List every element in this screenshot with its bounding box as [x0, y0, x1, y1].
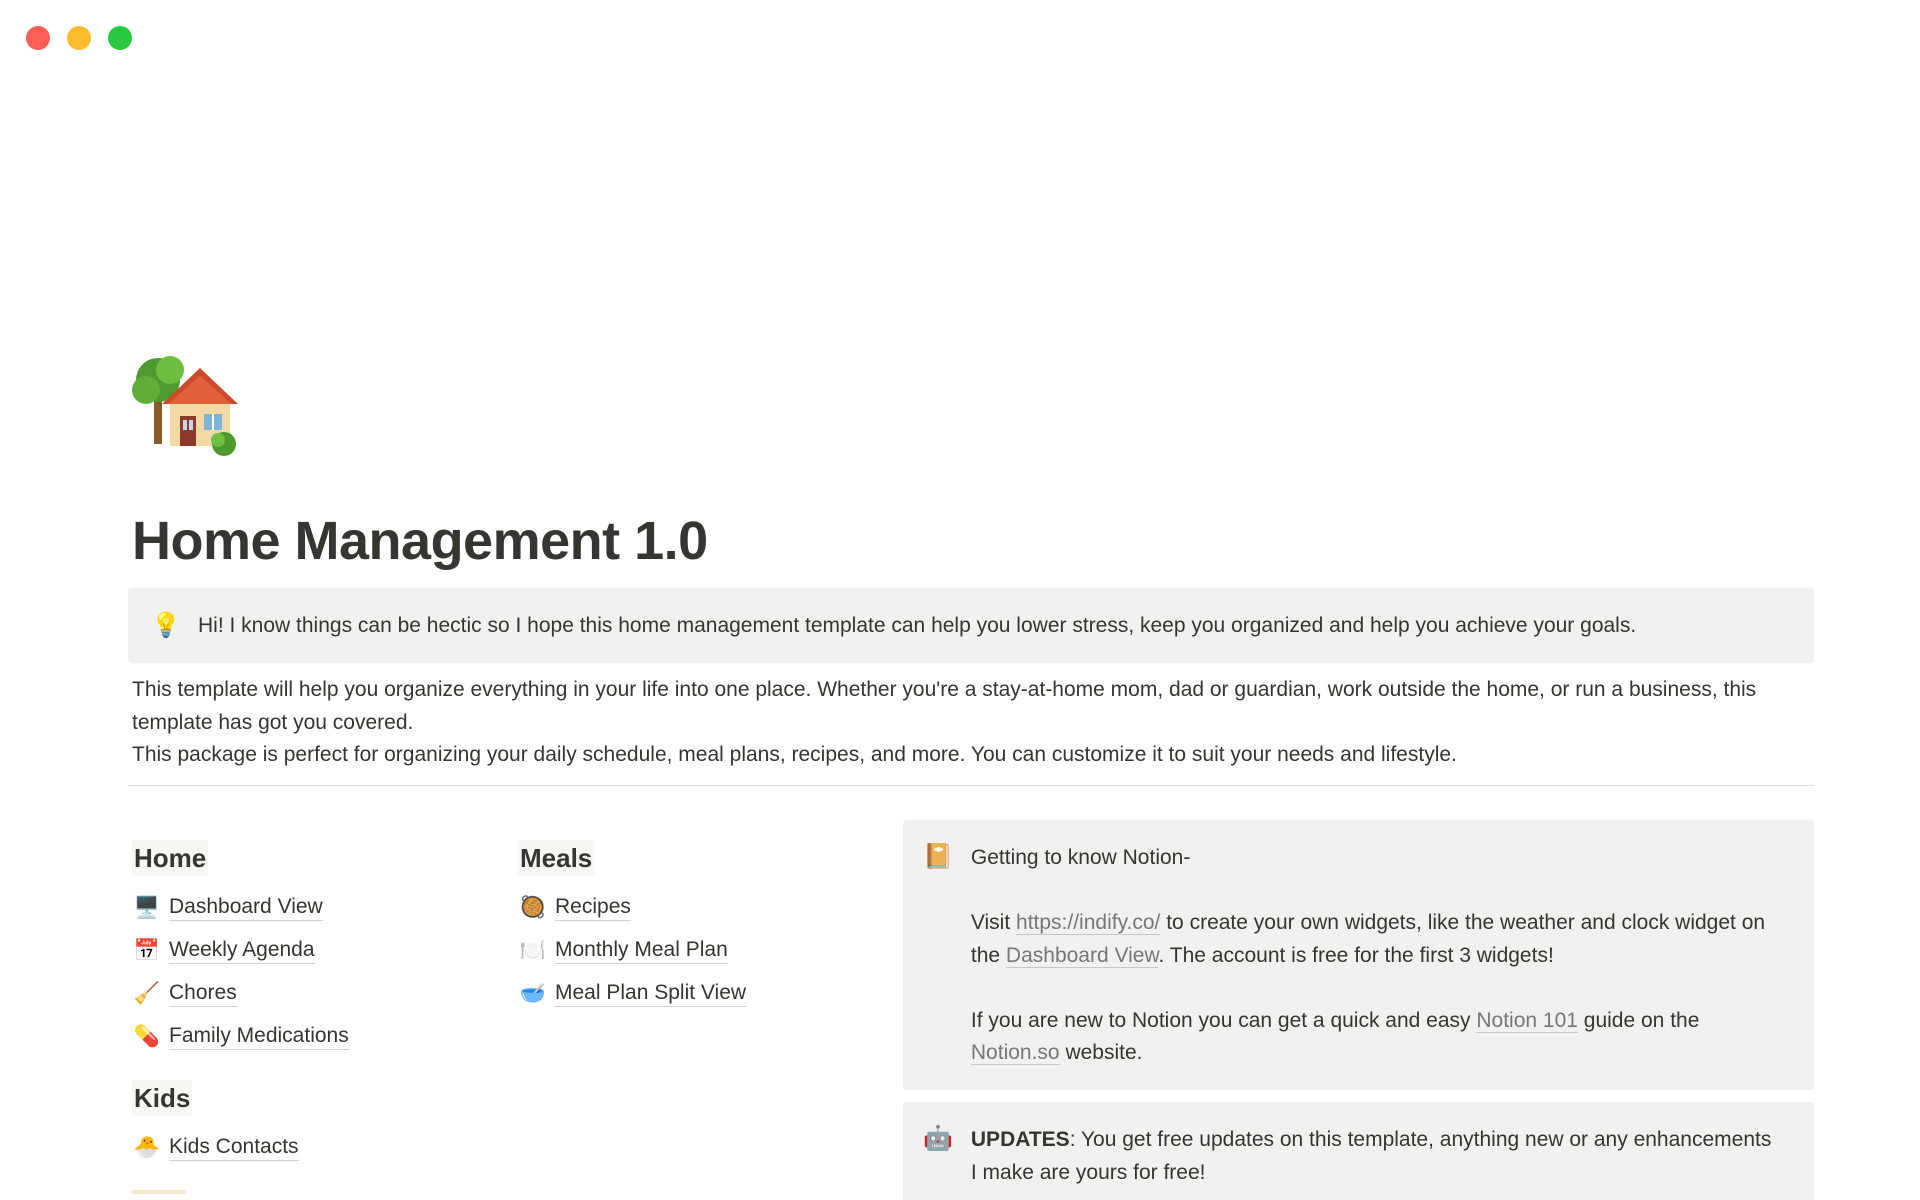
- notion-101-link[interactable]: Notion 101: [1476, 1008, 1578, 1032]
- page-link-meal-plan-split-view[interactable]: [518, 972, 878, 1015]
- page-link-weekly-agenda[interactable]: [132, 929, 512, 972]
- page-link-kids-contacts[interactable]: [132, 1126, 299, 1169]
- page-link-label: Recipes: [555, 894, 631, 921]
- text-run: Visit: [970, 911, 1017, 934]
- text-run: website.: [1059, 1041, 1143, 1064]
- notion-callout-content: [971, 842, 1778, 1090]
- meals-heading: Meals: [518, 840, 594, 876]
- meals-section: [518, 840, 878, 1015]
- page-link-chores[interactable]: [132, 972, 512, 1015]
- page-link-label: Chores: [169, 980, 237, 1007]
- text-run: If you are new to Notion you can get a quick and easy: [970, 1008, 1477, 1032]
- updates-label: UPDATES: [970, 1128, 1070, 1151]
- desktop-computer-icon: 🖥️: [133, 895, 161, 919]
- page-link-monthly-meal-plan[interactable]: [518, 929, 878, 972]
- text-run: to create your own widgets, like the weather and clock widget on the: [970, 911, 1766, 967]
- page-link-family-medications[interactable]: [132, 1015, 512, 1058]
- broom-icon: 🧹: [133, 981, 161, 1005]
- description: [132, 674, 1812, 772]
- description-line-2: This package is perfect for organizing your daily schedule, meal plans, recipes, and more. You can customize it to suit your needs and lifestyle.: [132, 743, 1457, 766]
- description-line-1: This template will help you organize everything in your life into one place. Whether you're a stay-at-home mom, dad or guardian, work outside the home, or run a business, this template has got you covered.: [132, 678, 1757, 734]
- next-heading-fragment: [132, 1190, 186, 1194]
- page-title: Home Management 1.0: [132, 511, 708, 571]
- intro-callout: [128, 588, 1814, 663]
- page-link-recipes[interactable]: [518, 886, 878, 929]
- intro-callout-text: Hi! I know things can be hectic so I hope this home management template can help you lower stress, keep you organized and help you achieve your goals.: [198, 613, 1637, 637]
- updates-callout: [903, 1102, 1814, 1200]
- kids-section: [132, 1080, 299, 1169]
- indify-link[interactable]: https://indify.co/: [1016, 911, 1161, 934]
- updates-callout-content: [971, 1124, 1778, 1200]
- hatching-chick-icon: 🐣: [133, 1135, 161, 1159]
- notion-callout: [903, 820, 1814, 1090]
- text-run: guide on the: [1577, 1008, 1700, 1032]
- notion-callout-heading: Getting to know Notion-: [970, 846, 1191, 869]
- page-link-label: Family Medications: [169, 1023, 349, 1050]
- pill-icon: 💊: [133, 1024, 161, 1048]
- page-link-label: Dashboard View: [169, 894, 323, 921]
- page-link-label: Weekly Agenda: [169, 937, 315, 964]
- minimize-window-button[interactable]: [67, 26, 91, 50]
- page-link-label: Meal Plan Split View: [555, 980, 746, 1007]
- notebook-icon: 📔: [923, 843, 953, 870]
- home-section: [132, 840, 512, 1058]
- home-heading: Home: [132, 840, 208, 876]
- updates-text: : You get free updates on this template, anything new or any enhancements I make are yours for free!: [970, 1128, 1772, 1184]
- notion-callout-paragraph-2: [971, 1005, 1778, 1070]
- shallow-pan-icon: 🥘: [519, 895, 547, 919]
- page-link-label: Monthly Meal Plan: [555, 937, 728, 964]
- notion-so-link[interactable]: Notion.so: [970, 1041, 1060, 1064]
- kids-heading: Kids: [132, 1080, 192, 1116]
- divider: [128, 785, 1814, 786]
- bowl-icon: 🥣: [519, 981, 547, 1005]
- text-run: . The account is free for the first 3 widgets!: [1158, 943, 1554, 967]
- house-with-garden-icon[interactable]: [132, 348, 244, 460]
- calendar-icon: 📅: [133, 938, 161, 962]
- light-bulb-icon: 💡: [151, 612, 181, 639]
- maximize-window-button[interactable]: [108, 26, 132, 50]
- notion-callout-paragraph-1: [971, 907, 1778, 972]
- close-window-button[interactable]: [26, 26, 50, 50]
- dashboard-view-link[interactable]: Dashboard View: [1005, 943, 1159, 967]
- page-link-dashboard-view[interactable]: [132, 886, 512, 929]
- page-link-label: Kids Contacts: [169, 1134, 299, 1161]
- window-controls: [26, 26, 132, 50]
- robot-icon: 🤖: [923, 1125, 953, 1152]
- plate-with-cutlery-icon: 🍽️: [519, 938, 547, 962]
